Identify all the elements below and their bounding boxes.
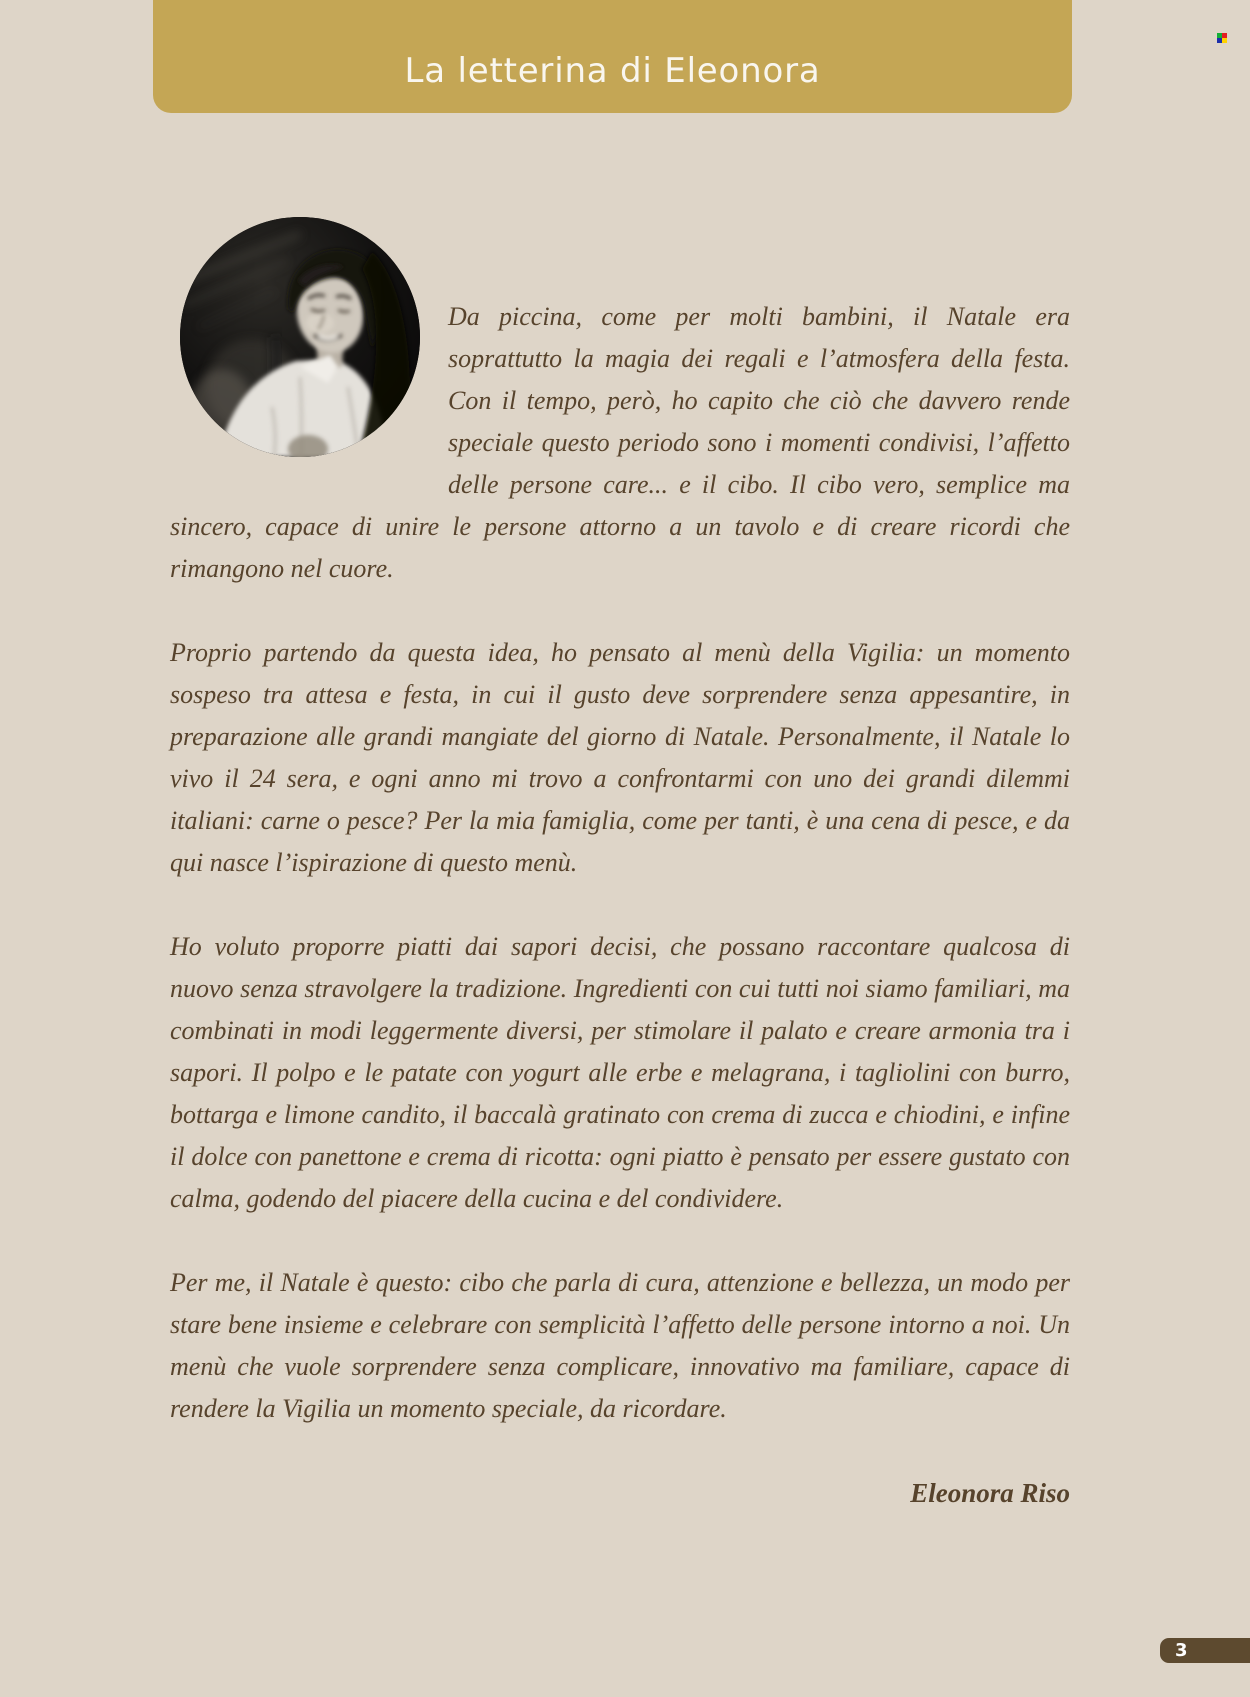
page-number-badge [1160,1638,1250,1663]
page-number: 3 [1175,1640,1188,1661]
title-banner [153,0,1072,113]
yellow-square [1222,38,1227,43]
letter-paragraph-3: Ho voluto proporre piatti dai sapori decisi, che possano raccontare qualcosa di nuovo senza stravolgere la tradizione. Ingredienti con cui tutti noi siamo familiari, ma combinati in modi leggermente diversi, per stimolare il palato e creare armonia tra i sapori. Il polpo e le patate con yogurt alle erbe e melagrana, i tagliolini con burro, bottarga e limone candito, il baccalà gratinato con crema di zucca e chiodini, e infine il dolce con panettone e crema di ricotta: ogni piatto è pensato per essere gustato con calma, godendo del piacere della cucina e del condividere. [170,932,1070,1213]
page-title: La letterina di Eleonora [404,50,821,91]
letter-paragraph-2: Proprio partendo da questa idea, ho pensato al menù della Vigilia: un momento sospeso tra attesa e festa, in cui il gusto deve sorprendere senza appesantire, in preparazione alle grandi mangiate del giorno di Natale. Personalmente, il Natale lo vivo il 24 sera, e ogni anno mi trovo a confrontarmi con uno dei grandi dilemmi italiani: carne o pesce? Per la mia famiglia, come per tanti, è una cena di pesce, e da qui nasce l’ispirazione di questo menù. [170,638,1070,877]
letter-paragraph-4: Per me, il Natale è questo: cibo che parla di cura, attenzione e bellezza, un modo per stare bene insieme e celebrare con semplicità l’affetto delle persone intorno a noi. Un menù che vuole sorprendere senza complicare, innovativo ma familiare, capace di rendere la Vigilia un momento speciale, da ricordare. [170,1268,1070,1423]
author-signature: Eleonora Riso [910,1478,1070,1508]
letter-body [170,296,1070,1514]
photo-float-spacer [170,296,448,504]
letter-paragraph-1: Da piccina, come per molti bambini, il Natale era soprattutto la magia dei regali e l’atmosfera della festa. Con il tempo, però, ho capito che ciò che davvero rende speciale questo periodo sono i momenti condivisi, l’affetto delle persone care... e il cibo. Il cibo vero, semplice ma sincero, capace di unire le persone attorno a un tavolo e di creare ricordi che rimangono nel cuore. [170,302,1070,583]
four-color-squares-icon [1217,33,1227,43]
